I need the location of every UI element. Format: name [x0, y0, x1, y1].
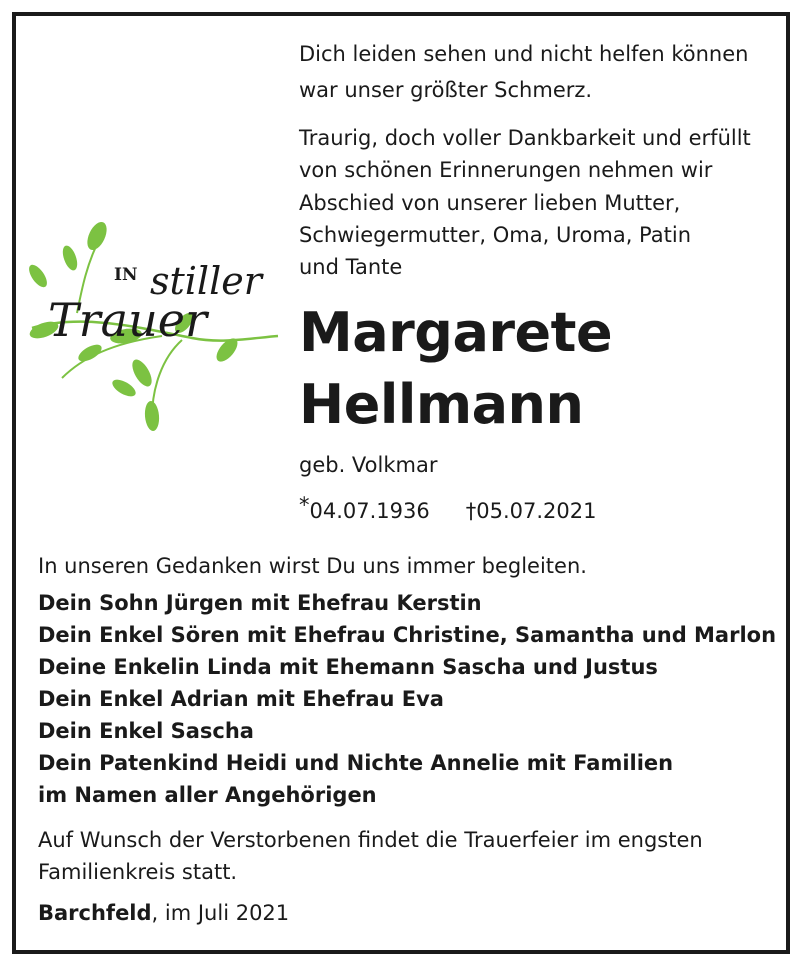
logo-word-stiller: stiller — [150, 259, 262, 303]
death-date: 05.07.2021 — [476, 499, 597, 523]
death-symbol-icon: † — [465, 499, 477, 523]
mourner-line: Dein Patenkind Heidi und Nichte Annelie mit Familien — [38, 751, 674, 775]
ceremony-notice-line-2: Familienkreis statt. — [38, 860, 238, 884]
intro-line-4: Schwiegermutter, Oma, Uroma, Patin — [299, 223, 692, 247]
verse-line-2: war unser größter Schmerz. — [299, 78, 593, 102]
closing-date: , im Juli 2021 — [151, 901, 290, 925]
birth-date: 04.07.1936 — [309, 499, 430, 523]
birth-name: geb. Volkmar — [299, 453, 438, 477]
farewell-line: In unseren Gedanken wirst Du uns immer begleiten. — [38, 554, 587, 578]
mourner-line: Deine Enkelin Linda mit Ehemann Sascha und Justus — [38, 655, 658, 679]
deceased-first-name: Margarete — [299, 301, 613, 364]
birth-symbol: * — [299, 493, 310, 517]
mourner-line: Dein Enkel Sören mit Ehefrau Christine, Samantha und Marlon — [38, 623, 777, 647]
mourner-line: Dein Sohn Jürgen mit Ehefrau Kerstin — [38, 591, 482, 615]
intro-line-5: und Tante — [299, 255, 403, 279]
closing-place: Barchfeld — [38, 901, 152, 925]
closing-line — [38, 897, 289, 929]
intro-line-3: Abschied von unserer lieben Mutter, — [299, 191, 681, 215]
verse-line-1: Dich leiden sehen und nicht helfen können — [299, 42, 749, 66]
logo-word-trauer: Trauer — [48, 293, 207, 347]
intro-line-2: von schönen Erinnerungen nehmen wir — [299, 158, 713, 182]
mourner-line: Dein Enkel Adrian mit Ehefrau Eva — [38, 687, 444, 711]
mourner-line: im Namen aller Angehörigen — [38, 783, 377, 807]
deceased-last-name: Hellmann — [299, 373, 584, 436]
in-stiller-trauer-logo — [22, 218, 284, 438]
logo-prefix: IN — [114, 265, 138, 285]
dates-row — [299, 495, 597, 527]
intro-line-1: Traurig, doch voller Dankbarkeit und erfüllt — [299, 126, 751, 150]
ceremony-notice-line-1: Auf Wunsch der Verstorbenen findet die Trauerfeier im engsten — [38, 828, 703, 852]
mourner-line: Dein Enkel Sascha — [38, 719, 254, 743]
